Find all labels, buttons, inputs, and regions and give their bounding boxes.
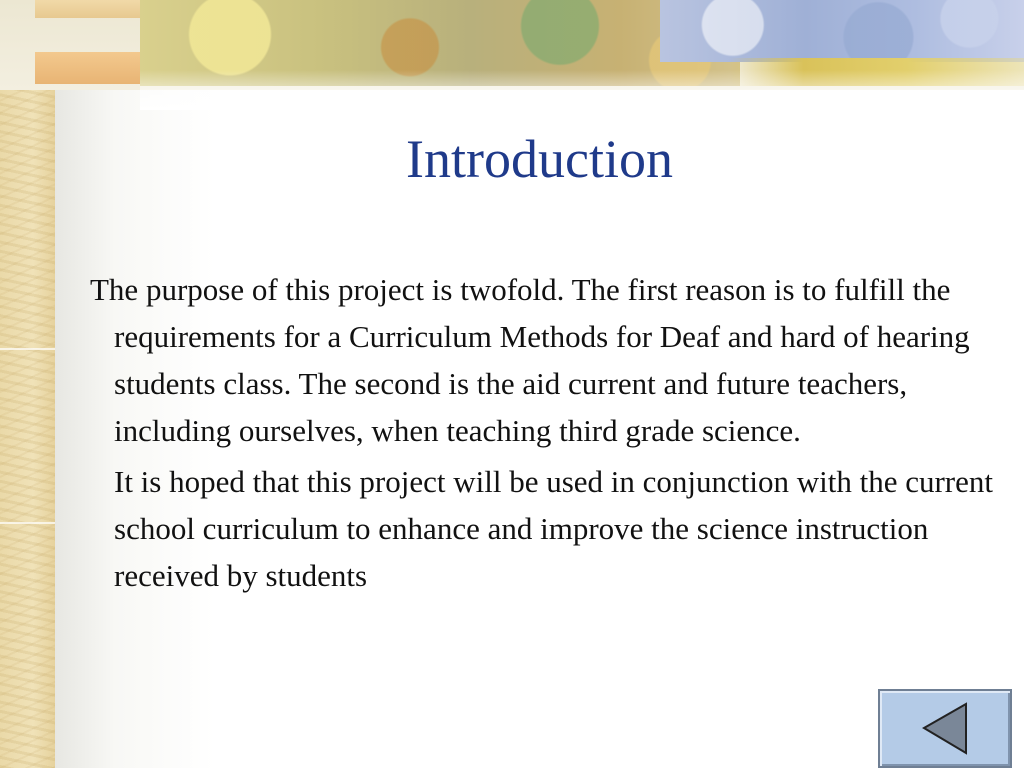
back-button[interactable] [878,689,1012,768]
banner-blue-image [660,0,1024,62]
banner-fade [140,70,1024,110]
paragraph-hope: It is hoped that this project will be used in conjunction with the current school curriculum to enhance and improve the science instruction received by students [114,464,994,593]
slide-content [90,266,1005,603]
paragraph-purpose: The purpose of this project is twofold. The first reason is to fulfill the requirements for a Curriculum Methods for Deaf and hard of hearing students class. The second is the aid current and future teachers, including ourselves, when teaching third grade science. [90,272,970,448]
strip-seam [0,522,55,524]
strip-seam [0,348,55,350]
slide-title: Introduction [406,129,673,189]
left-decorative-strip [0,0,55,768]
triangle-left-icon [920,701,970,756]
banner-accent [35,52,145,84]
